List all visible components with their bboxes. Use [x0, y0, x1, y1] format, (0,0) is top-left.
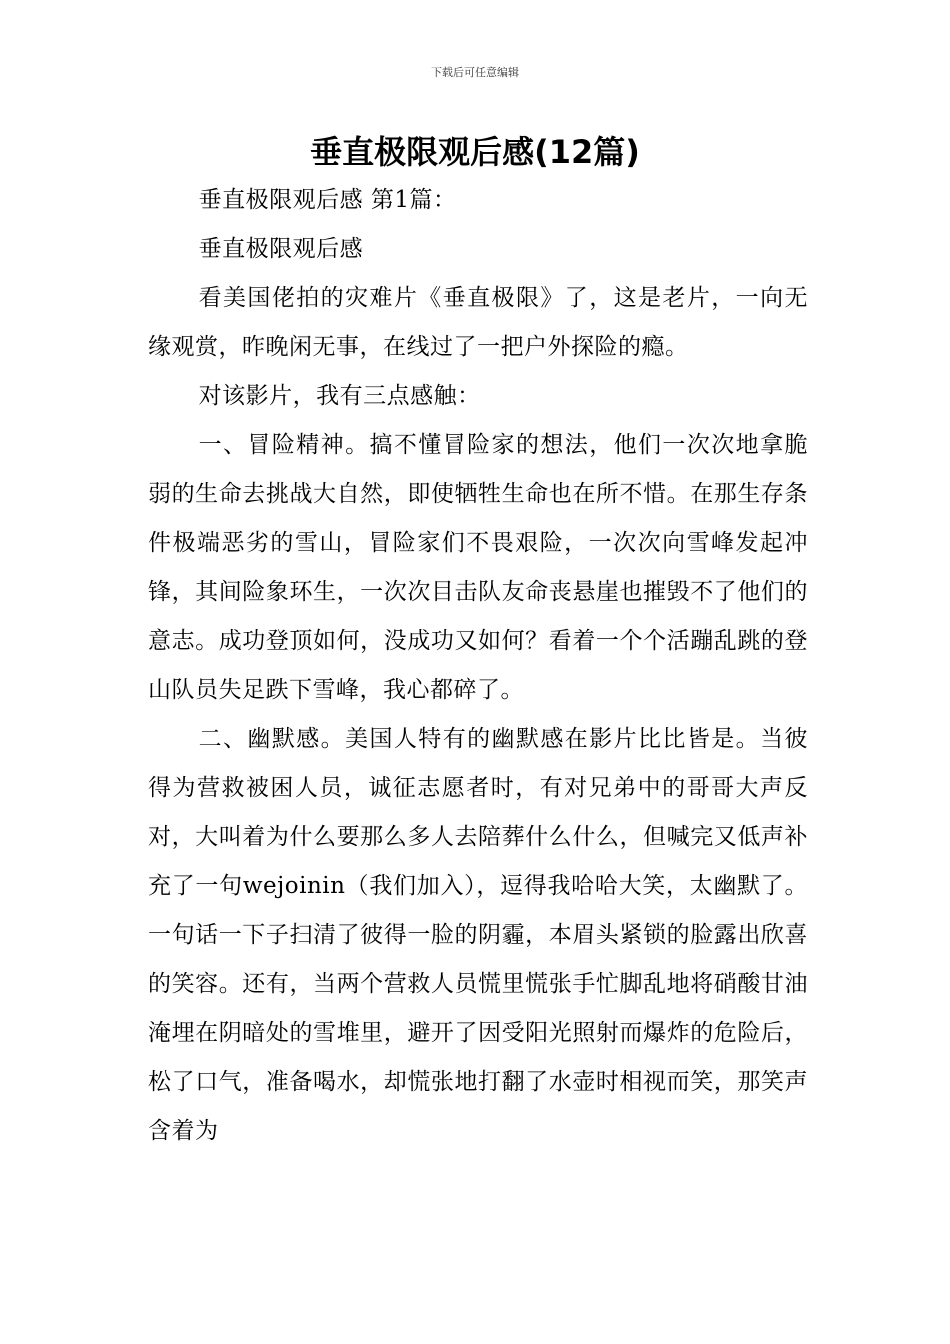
section-subtitle: 垂直极限观后感 — [198, 236, 364, 262]
paragraph-intro: 看美国佬拍的灾难片《垂直极限》了，这是老片，一向无缘观赏，昨晚闲无事，在线过了一把户外探险的瘾。 — [148, 285, 808, 360]
section-heading: 垂直极限观后感 第1篇： — [198, 187, 457, 213]
header-note: 下载后可任意编辑 — [431, 66, 519, 79]
paragraph-point-two: 二、幽默感。美国人特有的幽默感在影片比比皆是。当彼得为营救被困人员，诚征志愿者时，有对兄弟中的哥哥大声反对，大叫着为什么要那么多人去陪葬什么什么，但喊完又低声补充了一句wejoinin（我们加入），逗得我哈哈大笑，太幽默了。一句话一下子扫清了彼得一脸的阴霾，本眉头紧锁的脸露出欣喜的笑容。还有，当两个营救人员慌里慌张手忙脚乱地将硝酸甘油淹埋在阴暗处的雪堆里，避开了因受阳光照射而爆炸的危险后，松了口气，准备喝水，却慌张地打翻了水壶时相视而笑，那笑声含着为 — [148, 726, 808, 1144]
paragraph-point-one: 一、冒险精神。搞不懂冒险家的想法，他们一次次地拿脆弱的生命去挑战大自然，即使牺牲生命也在所不惜。在那生存条件极端恶劣的雪山，冒险家们不畏艰险，一次次向雪峰发起冲锋，其间险象环生，一次次目击队友命丧悬崖也摧毁不了他们的意志。成功登顶如何，没成功又如何？看着一个个活蹦乱跳的登山队员失足跌下雪峰，我心都碎了。 — [148, 432, 808, 703]
document-title: 垂直极限观后感(12篇) — [310, 133, 640, 171]
paragraph-points-lead: 对该影片，我有三点感触： — [198, 383, 481, 409]
document-body — [148, 176, 808, 1156]
